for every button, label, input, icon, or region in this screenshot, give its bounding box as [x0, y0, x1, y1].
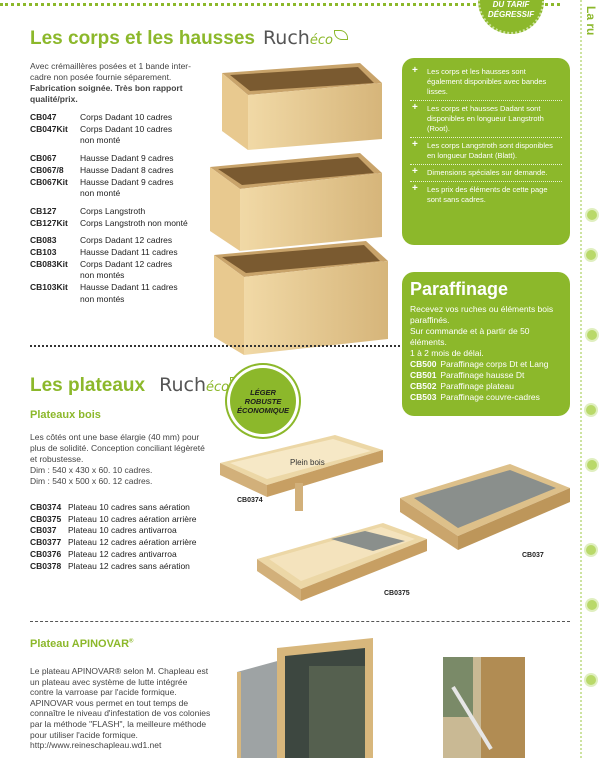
product-label: Hausse Dadant 11 cadres: [80, 247, 178, 258]
plus-icon: +: [412, 102, 418, 113]
product-code: CB067Kit: [30, 176, 68, 187]
product-row: [30, 549, 240, 561]
product-label: Corps Dadant 10 cadres: [80, 112, 173, 122]
corps-product-list: [30, 112, 220, 306]
plateaux-product-list: [30, 502, 240, 572]
cb0374-caption: CB0374: [237, 497, 263, 504]
product-code: [30, 135, 80, 147]
product-label: Plateau 12 cadres aération arrière: [68, 537, 197, 548]
info-text: Les corps et hausses Dadant sont disponibles en longueur Langstroth (Root).: [427, 104, 544, 133]
flower-icon: [586, 250, 596, 260]
product-label: non montés: [80, 293, 125, 304]
leaf-icon: [334, 30, 348, 40]
product-label: Corps Dadant 10 cadres: [80, 123, 173, 134]
product-row: [30, 112, 220, 124]
product-code: CB0378: [30, 560, 62, 571]
apinovar-description: Le plateau APINOVAR® selon M. Chapleau est un plateau avec système de lutte intégrée contre la varroase par l'acide formique. APINOVAR vous permet en tout temps de connaître le niveau d'infestation de vos colonies par la méthode "FLASH", la meilleure méthode pour utiliser l'acide formique. http://www.reineschapleau.wd1.net: [30, 666, 211, 751]
side-strip-text: La ru: [584, 6, 598, 36]
product-code: CB503: [410, 392, 437, 402]
hive-boxes-image: [200, 55, 395, 360]
paraffinage-text: [410, 304, 562, 359]
ruche-eco-logo: Ruchéco: [159, 374, 244, 396]
product-label: Corps Langstroth non monté: [80, 217, 188, 228]
product-label: Corps Dadant 12 cadres: [80, 258, 173, 269]
cb037-caption: CB037: [522, 552, 544, 559]
product-row: [30, 188, 220, 200]
ruche-eco-logo: Ruchéco: [263, 27, 348, 49]
product-code: CB047: [30, 112, 57, 122]
product-code: [30, 188, 80, 200]
product-row: [30, 177, 220, 189]
plus-icon: +: [412, 139, 418, 150]
section-corps-intro: Avec crémaillères posées et 1 bande inter-cadre non posée fournie séparement. Fabrication soignée. Très bon rapport qualité/prix.: [30, 61, 191, 104]
paraffinage-line: 1 à 2 mois de délai.: [410, 348, 484, 358]
flower-icon: [587, 330, 597, 340]
product-code: CB083Kit: [30, 258, 68, 269]
product-label: Plateau 10 cadres sans aération: [68, 502, 190, 512]
product-code: CB067: [30, 153, 57, 164]
info-text: Les corps Langstroth sont disponibles en longueur Dadant (Blatt).: [427, 141, 553, 160]
product-code: CB0377: [30, 537, 62, 548]
product-label: Corps Langstroth: [80, 205, 146, 216]
product-code: CB047Kit: [30, 123, 68, 134]
info-box: [402, 58, 570, 245]
product-row: [30, 153, 220, 165]
product-row: [30, 270, 220, 282]
product-label: non monté: [80, 135, 121, 146]
apinovar-plateau-image: [233, 636, 378, 758]
info-item: [402, 165, 570, 181]
product-code: CB083: [30, 235, 57, 246]
info-text: Les prix des éléments de cette page sont sans cadres.: [427, 185, 548, 204]
apinovar-title: Plateau APINOVAR®: [30, 638, 134, 650]
info-item: [402, 101, 570, 137]
product-label: Plateau 12 cadres sans aération: [68, 560, 190, 571]
side-strip: [580, 0, 600, 758]
product-row: [30, 247, 220, 259]
product-row: [30, 282, 220, 294]
product-code: CB0374: [30, 502, 62, 512]
flower-icon: [587, 460, 597, 470]
plus-icon: +: [412, 166, 418, 177]
product-row: [30, 165, 220, 177]
apinovar-detail-image: [443, 657, 525, 758]
product-label: Paraffinage couvre-cadres: [440, 392, 540, 402]
info-item: [402, 64, 570, 100]
product-row: [30, 235, 220, 247]
product-code: CB127: [30, 205, 57, 216]
paraffinage-line: Sur commande et à partir de 50 éléments.: [410, 326, 530, 347]
info-text: Dimensions spéciales sur demande.: [427, 168, 548, 177]
light-robust-economic-seal: LÉGER ROBUSTE ÉCONOMIQUE: [230, 368, 296, 434]
plateau-cb0374-image: [215, 425, 385, 520]
product-row: [30, 561, 240, 573]
product-row: [30, 259, 220, 271]
product-label: Plateau 12 cadres antivarroa: [68, 548, 177, 559]
product-code: CB501: [410, 370, 437, 380]
product-code: [30, 270, 80, 282]
paraffinage-product-row: [410, 359, 562, 370]
product-label: Hausse Dadant 9 cadres: [80, 153, 174, 164]
flower-icon: [586, 405, 596, 415]
product-row: [30, 294, 220, 306]
flower-icon: [587, 210, 597, 220]
info-text: Les corps et les hausses sont également disponibles avec bandes lisses.: [427, 67, 547, 96]
product-code: CB500: [410, 359, 437, 369]
paraffinage-line: Recevez vos ruches ou éléments bois paraffinés.: [410, 304, 554, 325]
plein-bois-label: Plein bois: [290, 458, 325, 467]
product-code: CB0375: [30, 513, 62, 524]
section-corps-title: Les corps et les hausses: [30, 28, 255, 49]
flower-icon: [586, 675, 596, 685]
product-label: Corps Dadant 12 cadres: [80, 235, 173, 246]
section-plateaux-title: Les plateaux: [30, 375, 146, 396]
degressive-price-badge: [478, 0, 544, 34]
paraffinage-product-row: [410, 381, 562, 392]
product-row: [30, 502, 240, 514]
info-item: [402, 182, 570, 208]
plus-icon: +: [412, 183, 418, 194]
info-item: [402, 138, 570, 164]
product-code: CB103Kit: [30, 282, 68, 293]
paraffinage-product-row: [410, 370, 562, 381]
product-label: Paraffinage corps Dt et Lang: [440, 359, 549, 369]
product-code: CB127Kit: [30, 217, 68, 228]
paraffinage-box: [402, 272, 570, 416]
product-code: CB0376: [30, 548, 62, 559]
product-row: [30, 537, 240, 549]
plus-icon: +: [412, 65, 418, 76]
product-code: CB103: [30, 247, 57, 258]
paraffinage-product-list: [410, 359, 562, 403]
badge-line-1: DU TARIF: [492, 0, 530, 9]
section-separator: [30, 345, 400, 347]
flower-icon: [587, 600, 597, 610]
badge-line-2: DÉGRESSIF: [487, 10, 535, 19]
product-code: CB037: [30, 525, 57, 536]
product-label: Plateau 10 cadres antivarroa: [68, 525, 177, 536]
product-row: [30, 135, 220, 147]
product-label: non monté: [80, 188, 121, 199]
product-label: Hausse Dadant 9 cadres: [80, 176, 174, 187]
product-label: Plateau 10 cadres aération arrière: [68, 513, 197, 524]
plateaux-description: Les côtés ont une base élargie (40 mm) pour plus de solidité. Conception conciliant légèreté et robustesse. Dim : 540 x 430 x 60. 10 cadres. Dim : 540 x 500 x 60. 12 cadres.: [30, 432, 205, 486]
product-row: [30, 206, 220, 218]
section-separator: [30, 621, 570, 622]
product-label: non montés: [80, 270, 125, 281]
product-label: Hausse Dadant 8 cadres: [80, 164, 174, 175]
flower-icon: [586, 545, 596, 555]
product-row: [30, 124, 220, 136]
apinovar-url[interactable]: http://www.reineschapleau.wd1.net: [30, 740, 162, 751]
top-dotted-border: [0, 3, 560, 6]
product-code: CB067/8: [30, 164, 64, 175]
product-row: [30, 525, 240, 537]
product-row: [30, 514, 240, 526]
product-label: Paraffinage hausse Dt: [440, 370, 525, 380]
product-label: Hausse Dadant 11 cadres: [80, 282, 178, 293]
section-plateaux-header: [30, 374, 244, 397]
plateaux-bois-subtitle: Plateaux bois: [30, 409, 101, 421]
product-label: Paraffinage plateau: [440, 381, 514, 391]
product-code: CB502: [410, 381, 437, 391]
paraffinage-product-row: [410, 392, 562, 403]
product-row: [30, 218, 220, 230]
product-code: [30, 294, 80, 306]
paraffinage-title: Paraffinage: [410, 279, 509, 299]
section-corps-header: [30, 27, 348, 50]
cb0375-caption: CB0375: [384, 590, 410, 597]
